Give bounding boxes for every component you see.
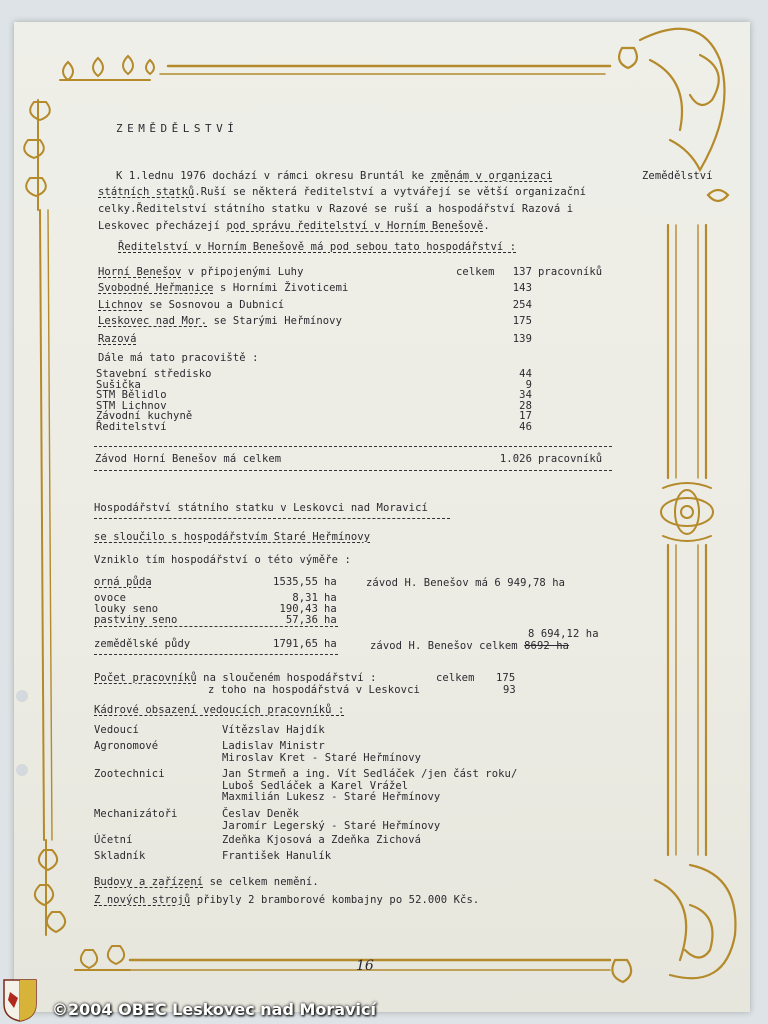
- section-heading: ZEMĚDĚLSTVÍ: [116, 122, 239, 135]
- workers-text: na sloučeném hospodářství :: [196, 672, 377, 684]
- workplace-count: 44: [519, 368, 532, 380]
- staff-role: Agronomové: [94, 740, 159, 752]
- buildings-text: se celkem nemění.: [203, 876, 319, 888]
- land-unit: ha: [324, 576, 337, 588]
- farm-count: 254: [512, 299, 532, 311]
- workers-label: Počet pracovníků: [94, 672, 197, 684]
- staff-name: Miroslav Kret - Staré Heřmínovy: [222, 751, 422, 764]
- land-unit: ha: [324, 592, 337, 604]
- workers-line: [94, 672, 377, 684]
- staff-role: Mechanizátoři: [94, 808, 178, 820]
- intro-line-3: celky.Ředitelství státního statku v Razové se ruší a hospodářství Razová i: [98, 203, 574, 215]
- staff-name: Česlav Deněk: [222, 808, 300, 820]
- workplace-count: 46: [519, 421, 532, 433]
- intro-line-4: [98, 220, 490, 232]
- land-name: louky seno: [94, 603, 159, 615]
- land-total-unit: ha: [324, 638, 337, 650]
- farm-detail: s Horními Životicemi: [213, 282, 349, 294]
- workplace-name: Ředitelství: [96, 421, 167, 433]
- land-value: 1535,55: [273, 576, 318, 588]
- farm-row: [98, 266, 304, 278]
- machines-text: přibyly 2 bramborové kombajny po 52.000 Kčs.: [190, 894, 480, 906]
- land-name: ovoce: [94, 592, 127, 604]
- margin-note: Zemědělství: [642, 170, 713, 182]
- farm-name: Svobodné Heřmanice: [98, 282, 214, 294]
- land-total-value: 1791,65: [273, 638, 318, 650]
- benesov-total: [370, 640, 569, 652]
- farm-detail: se Sosnovou a Dubnicí: [142, 299, 285, 311]
- farm-prefix: celkem: [456, 266, 495, 278]
- staff-name: Maxmilián Lukesz - Staré Heřmínovy: [222, 791, 441, 803]
- workplace-count: 28: [519, 399, 532, 412]
- farm-name: Lichnov: [98, 299, 143, 311]
- workplace-name: Stavební středisko: [96, 368, 212, 380]
- workplace-name: Závodní kuchyně: [96, 410, 193, 423]
- workplace-name: STM Bělidlo: [96, 389, 167, 402]
- land-total-name: zemědělské půdy: [94, 638, 191, 650]
- divider: [94, 446, 612, 447]
- benesov-total-label: závod H. Benešov celkem: [370, 640, 525, 652]
- land-name: pastviny seno: [94, 614, 178, 626]
- buildings-line: [94, 876, 319, 888]
- total-value: 1.026: [499, 453, 532, 465]
- staff-role: Skladník: [94, 850, 146, 862]
- section2-arose: Vzniklo tím hospodářství o této výměře :: [94, 554, 351, 566]
- farm-count: 175: [512, 315, 532, 327]
- total-label: Závod Horní Benešov má celkem: [95, 453, 282, 465]
- land-unit: ha: [324, 603, 337, 615]
- divider: [94, 626, 338, 627]
- staff-name: Zdeňka Kjosová a Zdeňka Zichová: [222, 834, 422, 846]
- divider: [94, 518, 450, 519]
- staff-name: František Hanulík: [222, 850, 332, 862]
- page-number: 16: [356, 958, 374, 974]
- land-value: 190,43: [279, 603, 318, 615]
- farm-count: 139: [512, 333, 532, 345]
- farm-name: Leskovec nad Mor.: [98, 315, 208, 327]
- subheading-directorate: Ředitelství v Horním Benešově má pod sebou tato hospodářství :: [118, 241, 517, 253]
- farm-name: Razová: [98, 333, 137, 345]
- staff-name: Jaromír Legerský - Staré Heřmínovy: [222, 819, 441, 832]
- land-value: 57,36: [285, 614, 318, 626]
- workers-count: 175: [496, 672, 516, 684]
- farm-detail: se Starými Heřmínovy: [207, 315, 343, 327]
- land-value: 8,31: [292, 592, 318, 604]
- staff-role: Účetní: [94, 834, 133, 846]
- benesov-total-correction: 8 694,12 ha: [528, 628, 599, 640]
- farm-unit: pracovníků: [538, 266, 603, 278]
- machines-label: Z nových strojů: [94, 894, 191, 906]
- intro-line-2: [98, 186, 586, 198]
- land-name: orná půda: [94, 576, 152, 588]
- machines-line: [94, 894, 479, 906]
- coat-of-arms-icon: [2, 978, 38, 1022]
- workplace-name: Sušička: [96, 378, 141, 391]
- farm-row: [98, 315, 342, 327]
- farm-detail: v připojenými Luhy: [181, 266, 304, 278]
- staff-name: Jan Strmeň a ing. Vít Sedláček /jen část roku/: [222, 768, 518, 780]
- farm-count: 143: [512, 282, 532, 294]
- intro-underlined: pod správu ředitelství v Horním Benešově: [226, 220, 484, 232]
- farm-row: [98, 333, 137, 345]
- workers-count2: 93: [503, 684, 516, 696]
- staff-name: Luboš Sedláček a Karel Vrážel: [222, 779, 409, 792]
- section2-title: Hospodářství státního statku v Leskovci nad Moravicí: [94, 502, 428, 514]
- intro-text: .: [483, 220, 490, 232]
- divider: [94, 470, 612, 471]
- section2-merged: se sloučilo s hospodářstvím Staré Heřmínovy: [94, 531, 371, 543]
- workplace-name: STM Lichnov: [96, 399, 167, 412]
- staff-name: Ladislav Ministr: [222, 740, 325, 752]
- staff-role: Zootechnici: [94, 768, 165, 780]
- total-unit: pracovníků: [538, 453, 603, 465]
- buildings-label: Budovy a zařízení: [94, 876, 204, 888]
- workers-prefix: celkem: [436, 672, 475, 684]
- farm-count: 137: [512, 266, 532, 278]
- land-unit: ha: [324, 614, 337, 626]
- staff-heading: Kádrové obsazení vedoucích pracovníků :: [94, 704, 345, 716]
- farm-row: [98, 282, 348, 294]
- intro-line-1: [116, 170, 553, 182]
- intro-underlined: změnám v organizaci: [430, 170, 553, 182]
- farm-row: [98, 299, 284, 311]
- benesov-arable: závod H. Benešov má 6 949,78 ha: [366, 577, 566, 589]
- staff-role: Vedoucí: [94, 724, 139, 736]
- workplace-count: 9: [525, 378, 532, 391]
- copyright-footer: ©2004 OBEC Leskovec nad Moravicí: [52, 1000, 376, 1019]
- workplaces-heading: Dále má tato pracoviště :: [98, 352, 259, 364]
- benesov-total-struck: 8692 ha: [524, 640, 570, 652]
- intro-text: Leskovec přecházejí: [98, 220, 227, 232]
- staff-name: Vítězslav Hajdík: [222, 724, 325, 736]
- intro-underlined: státních statků: [98, 186, 195, 198]
- intro-text: K 1.lednu 1976 dochází v rámci okresu Bruntál ke: [116, 170, 431, 182]
- farm-name: Horní Benešov: [98, 266, 182, 278]
- workplace-count: 34: [519, 389, 532, 402]
- divider: [94, 654, 338, 655]
- workers-line2: z toho na hospodářstvá v Leskovci: [208, 684, 420, 696]
- workplace-count: 17: [519, 410, 532, 423]
- intro-text: .Ruší se některá ředitelství a vytvářejí se větší organizační: [194, 186, 587, 198]
